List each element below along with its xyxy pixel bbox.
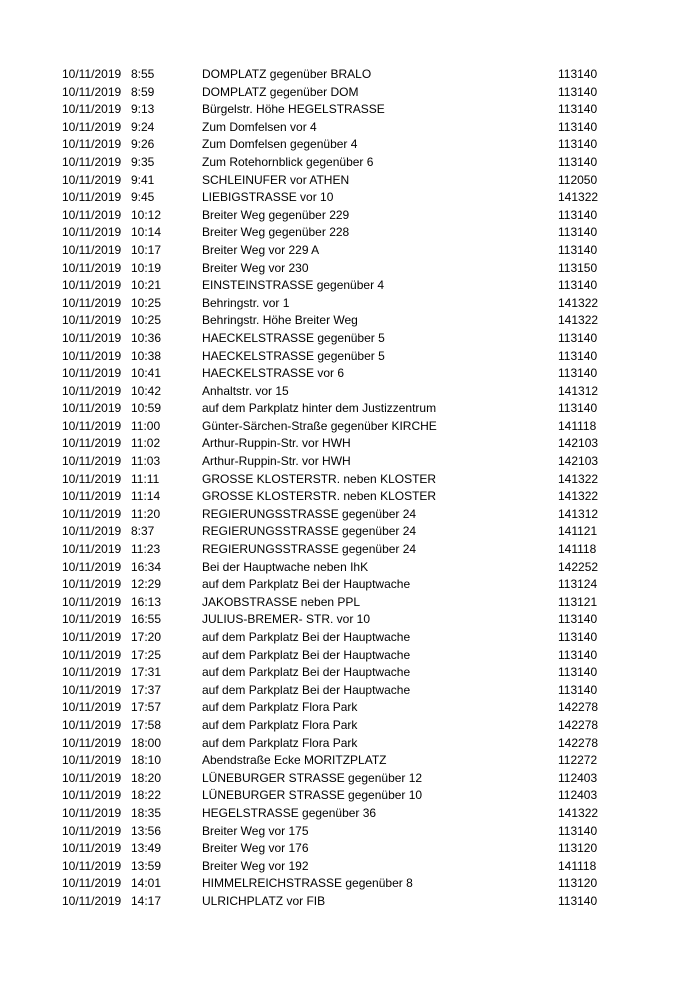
date-cell: 10/11/2019 (62, 119, 122, 134)
location-cell: HAECKELSTRASSE gegenüber 5 (202, 348, 385, 363)
date-cell: 10/11/2019 (62, 313, 122, 328)
date-cell: 10/11/2019 (62, 454, 122, 469)
code-cell: 141322 (558, 489, 599, 504)
table-row (0, 770, 700, 788)
date-cell: 10/11/2019 (62, 665, 122, 680)
location-cell: GROSSE KLOSTERSTR. neben KLOSTER (202, 489, 437, 504)
code-cell: 113140 (558, 278, 598, 293)
location-cell: Zum Rotehornblick gegenüber 6 (202, 154, 374, 169)
code-cell: 142278 (558, 717, 599, 732)
time-cell: 18:10 (131, 753, 162, 768)
time-cell: 10:59 (131, 401, 162, 416)
time-cell: 10:25 (131, 295, 162, 310)
code-cell: 141118 (558, 418, 597, 433)
date-cell: 10/11/2019 (62, 225, 122, 240)
code-cell: 141118 (558, 542, 597, 557)
code-cell: 142103 (558, 454, 599, 469)
table-row (0, 699, 700, 717)
date-cell: 10/11/2019 (62, 278, 122, 293)
table-row (0, 435, 700, 453)
time-cell: 10:19 (131, 260, 162, 275)
location-cell: Breiter Weg vor 192 (202, 858, 309, 873)
time-cell: 13:56 (131, 823, 162, 838)
date-cell: 10/11/2019 (62, 242, 122, 257)
table-row (0, 260, 700, 278)
time-cell: 10:36 (131, 330, 162, 345)
table-row (0, 84, 700, 102)
location-cell: Breiter Weg gegenüber 228 (202, 225, 350, 240)
time-cell: 10:25 (131, 313, 162, 328)
time-cell: 9:24 (131, 119, 155, 134)
date-cell: 10/11/2019 (62, 418, 122, 433)
table-row (0, 154, 700, 172)
location-cell: Zum Domfelsen gegenüber 4 (202, 137, 358, 152)
date-cell: 10/11/2019 (62, 858, 122, 873)
code-cell: 113140 (558, 207, 598, 222)
location-cell: SCHLEINUFER vor ATHEN (202, 172, 350, 187)
time-cell: 10:12 (131, 207, 162, 222)
date-cell: 10/11/2019 (62, 735, 122, 750)
date-cell: 10/11/2019 (62, 84, 122, 99)
date-cell: 10/11/2019 (62, 489, 122, 504)
date-cell: 10/11/2019 (62, 717, 122, 732)
table-row (0, 348, 700, 366)
location-cell: auf dem Parkplatz Flora Park (202, 735, 358, 750)
date-cell: 10/11/2019 (62, 348, 122, 363)
time-cell: 16:55 (131, 612, 162, 627)
date-cell: 10/11/2019 (62, 682, 122, 697)
code-cell: 113140 (558, 330, 598, 345)
location-cell: HEGELSTRASSE gegenüber 36 (202, 805, 377, 820)
table-row (0, 330, 700, 348)
location-cell: Günter-Särchen-Straße gegenüber KIRCHE (202, 418, 437, 433)
location-cell: auf dem Parkplatz Bei der Hauptwache (202, 577, 411, 592)
table-row (0, 383, 700, 401)
table-row (0, 224, 700, 242)
table-row (0, 207, 700, 225)
code-cell: 113140 (558, 401, 598, 416)
code-cell: 141322 (558, 295, 599, 310)
code-cell: 113140 (558, 84, 598, 99)
code-cell: 113140 (558, 823, 598, 838)
date-cell: 10/11/2019 (62, 295, 122, 310)
table-row (0, 664, 700, 682)
table-row (0, 858, 700, 876)
table-row (0, 875, 700, 893)
location-cell: Anhaltstr. vor 15 (202, 383, 289, 398)
code-cell: 113150 (558, 260, 598, 275)
location-cell: EINSTEINSTRASSE gegenüber 4 (202, 278, 385, 293)
location-cell: LIEBIGSTRASSE vor 10 (202, 190, 334, 205)
time-cell: 17:37 (131, 682, 162, 697)
code-cell: 141322 (558, 313, 599, 328)
time-cell: 13:59 (131, 858, 162, 873)
date-cell: 10/11/2019 (62, 788, 122, 803)
table-row (0, 717, 700, 735)
location-cell: auf dem Parkplatz Flora Park (202, 717, 358, 732)
location-cell: HAECKELSTRASSE gegenüber 5 (202, 330, 385, 345)
table-row (0, 101, 700, 119)
time-cell: 11:11 (131, 471, 160, 486)
location-cell: Bei der Hauptwache neben IhK (202, 559, 369, 574)
location-cell: Bürgelstr. Höhe HEGELSTRASSE (202, 102, 385, 117)
table-row (0, 840, 700, 858)
time-cell: 11:03 (131, 454, 161, 469)
date-cell: 10/11/2019 (62, 876, 122, 891)
time-cell: 8:55 (131, 67, 155, 81)
date-cell: 10/11/2019 (62, 137, 122, 152)
time-cell: 8:59 (131, 84, 155, 99)
time-cell: 13:49 (131, 841, 162, 856)
location-cell: DOMPLATZ gegenüber DOM (202, 84, 359, 99)
date-cell: 10/11/2019 (62, 647, 122, 662)
time-cell: 11:14 (131, 489, 161, 504)
code-cell: 113140 (558, 682, 598, 697)
table-row (0, 893, 700, 911)
table-row (0, 805, 700, 823)
table-row (0, 629, 700, 647)
location-cell: Breiter Weg vor 229 A (202, 242, 320, 257)
date-cell: 10/11/2019 (62, 67, 122, 81)
table-row (0, 506, 700, 524)
time-cell: 9:45 (131, 190, 155, 205)
code-cell: 113140 (558, 119, 598, 134)
time-cell: 16:34 (131, 559, 162, 574)
code-cell: 113124 (558, 577, 598, 592)
code-cell: 113140 (558, 665, 598, 680)
code-cell: 112272 (558, 753, 598, 768)
code-cell: 141118 (558, 858, 597, 873)
location-cell: auf dem Parkplatz hinter dem Justizzentrum (202, 401, 437, 416)
date-cell: 10/11/2019 (62, 207, 122, 222)
date-cell: 10/11/2019 (62, 542, 122, 557)
time-cell: 11:20 (131, 506, 161, 521)
time-cell: 10:21 (131, 278, 162, 293)
time-cell: 11:00 (131, 418, 161, 433)
code-cell: 113120 (558, 876, 598, 891)
time-cell: 9:26 (131, 137, 155, 152)
code-cell: 141121 (558, 524, 598, 539)
location-cell: Behringstr. vor 1 (202, 295, 290, 310)
date-cell: 10/11/2019 (62, 594, 122, 609)
time-cell: 10:38 (131, 348, 162, 363)
table-row (0, 735, 700, 753)
location-cell: auf dem Parkplatz Bei der Hauptwache (202, 630, 411, 644)
table-row (0, 66, 700, 84)
location-cell: auf dem Parkplatz Bei der Hauptwache (202, 665, 411, 680)
code-cell: 141322 (558, 805, 599, 820)
table-row (0, 647, 700, 665)
time-cell: 18:35 (131, 805, 162, 820)
time-cell: 11:02 (131, 436, 161, 451)
table-row (0, 242, 700, 260)
location-cell: Breiter Weg vor 230 (202, 260, 309, 275)
table-row (0, 453, 700, 471)
date-cell: 10/11/2019 (62, 612, 122, 627)
location-cell: REGIERUNGSSTRASSE gegenüber 24 (202, 542, 417, 557)
location-cell: auf dem Parkplatz Bei der Hauptwache (202, 682, 411, 697)
table-row (0, 594, 700, 612)
date-cell: 10/11/2019 (62, 330, 122, 345)
table-row (0, 488, 700, 506)
date-cell: 10/11/2019 (62, 559, 122, 574)
time-cell: 12:29 (131, 577, 162, 592)
location-cell: ULRICHPLATZ vor FIB (202, 893, 326, 908)
location-cell: DOMPLATZ gegenüber BRALO (202, 67, 372, 81)
table-row (0, 682, 700, 700)
code-cell: 113140 (558, 242, 598, 257)
location-cell: REGIERUNGSSTRASSE gegenüber 24 (202, 524, 417, 539)
location-cell: JULIUS-BREMER- STR. vor 10 (202, 612, 371, 627)
time-cell: 17:31 (131, 665, 162, 680)
code-cell: 113140 (558, 630, 598, 644)
table-row (0, 312, 700, 330)
location-cell: REGIERUNGSSTRASSE gegenüber 24 (202, 506, 417, 521)
time-cell: 11:23 (131, 542, 161, 557)
date-cell: 10/11/2019 (62, 770, 122, 785)
date-cell: 10/11/2019 (62, 260, 122, 275)
table-row (0, 172, 700, 190)
code-cell: 142252 (558, 559, 599, 574)
time-cell: 16:13 (131, 594, 162, 609)
time-cell: 18:20 (131, 770, 162, 785)
table-row (0, 418, 700, 436)
code-cell: 113140 (558, 366, 598, 381)
date-cell: 10/11/2019 (62, 154, 122, 169)
code-cell: 142278 (558, 735, 599, 750)
code-cell: 141322 (558, 190, 599, 205)
table-row (0, 541, 700, 559)
code-cell: 141312 (558, 506, 599, 521)
table-row (0, 471, 700, 489)
time-cell: 18:00 (131, 735, 162, 750)
table-row (0, 559, 700, 577)
date-cell: 10/11/2019 (62, 805, 122, 820)
location-cell: Breiter Weg gegenüber 229 (202, 207, 350, 222)
table-row (0, 611, 700, 629)
code-cell: 113140 (558, 893, 598, 908)
date-cell: 10/11/2019 (62, 506, 122, 521)
location-cell: Behringstr. Höhe Breiter Weg (202, 313, 358, 328)
code-cell: 142278 (558, 700, 599, 715)
code-cell: 113140 (558, 647, 598, 662)
table-row (0, 576, 700, 594)
code-cell: 113140 (558, 154, 598, 169)
location-cell: Arthur-Ruppin-Str. vor HWH (202, 436, 351, 451)
location-cell: Arthur-Ruppin-Str. vor HWH (202, 454, 351, 469)
date-cell: 10/11/2019 (62, 172, 122, 187)
date-cell: 10/11/2019 (62, 436, 122, 451)
date-cell: 10/11/2019 (62, 823, 122, 838)
table-row (0, 787, 700, 805)
time-cell: 10:17 (131, 242, 162, 257)
table-row (0, 295, 700, 313)
location-cell: auf dem Parkplatz Bei der Hauptwache (202, 647, 411, 662)
table-row (0, 136, 700, 154)
date-cell: 10/11/2019 (62, 893, 122, 908)
table-row (0, 119, 700, 137)
time-cell: 17:57 (131, 700, 162, 715)
code-cell: 112403 (558, 788, 598, 803)
date-cell: 10/11/2019 (62, 471, 122, 486)
date-cell: 10/11/2019 (62, 190, 122, 205)
code-cell: 113121 (558, 594, 598, 609)
code-cell: 113140 (558, 225, 598, 240)
date-cell: 10/11/2019 (62, 102, 122, 117)
time-cell: 14:17 (131, 893, 162, 908)
code-cell: 113120 (558, 841, 598, 856)
location-cell: GROSSE KLOSTERSTR. neben KLOSTER (202, 471, 437, 486)
date-cell: 10/11/2019 (62, 841, 122, 856)
time-cell: 17:25 (131, 647, 162, 662)
code-cell: 113140 (558, 102, 598, 117)
date-cell: 10/11/2019 (62, 366, 122, 381)
table-row (0, 523, 700, 541)
location-cell: auf dem Parkplatz Flora Park (202, 700, 358, 715)
time-cell: 10:14 (131, 225, 162, 240)
time-cell: 14:01 (131, 876, 162, 891)
code-cell: 112050 (558, 172, 598, 187)
code-cell: 112403 (558, 770, 598, 785)
table-row (0, 400, 700, 418)
code-cell: 113140 (558, 612, 598, 627)
location-cell: Abendstraße Ecke MORITZPLATZ (202, 753, 387, 768)
date-cell: 10/11/2019 (62, 700, 122, 715)
location-cell: LÜNEBURGER STRASSE gegenüber 10 (202, 788, 423, 803)
code-cell: 142103 (558, 436, 599, 451)
table-row (0, 365, 700, 383)
time-cell: 9:35 (131, 154, 155, 169)
time-cell: 17:20 (131, 630, 162, 644)
table-row (0, 189, 700, 207)
code-cell: 113140 (558, 348, 598, 363)
table-row (0, 277, 700, 295)
date-cell: 10/11/2019 (62, 401, 122, 416)
location-cell: Zum Domfelsen vor 4 (202, 119, 317, 134)
date-cell: 10/11/2019 (62, 753, 122, 768)
date-cell: 10/11/2019 (62, 383, 122, 398)
location-cell: Breiter Weg vor 176 (202, 841, 309, 856)
location-cell: HIMMELREICHSTRASSE gegenüber 8 (202, 876, 413, 891)
date-cell: 10/11/2019 (62, 630, 122, 644)
date-cell: 10/11/2019 (62, 577, 122, 592)
location-cell: JAKOBSTRASSE neben PPL (202, 594, 361, 609)
time-cell: 9:41 (131, 172, 155, 187)
location-cell: Breiter Weg vor 175 (202, 823, 309, 838)
table-row (0, 823, 700, 841)
time-cell: 17:58 (131, 717, 162, 732)
code-cell: 141322 (558, 471, 599, 486)
table-row (0, 752, 700, 770)
time-cell: 8:37 (131, 524, 155, 539)
code-cell: 113140 (558, 137, 598, 152)
time-cell: 9:13 (131, 102, 155, 117)
location-cell: HAECKELSTRASSE vor 6 (202, 366, 345, 381)
location-cell: LÜNEBURGER STRASSE gegenüber 12 (202, 770, 423, 785)
time-cell: 18:22 (131, 788, 162, 803)
code-cell: 141312 (558, 383, 599, 398)
code-cell: 113140 (558, 67, 598, 81)
records-table (0, 66, 700, 911)
time-cell: 10:41 (131, 366, 162, 381)
date-cell: 10/11/2019 (62, 524, 122, 539)
time-cell: 10:42 (131, 383, 162, 398)
